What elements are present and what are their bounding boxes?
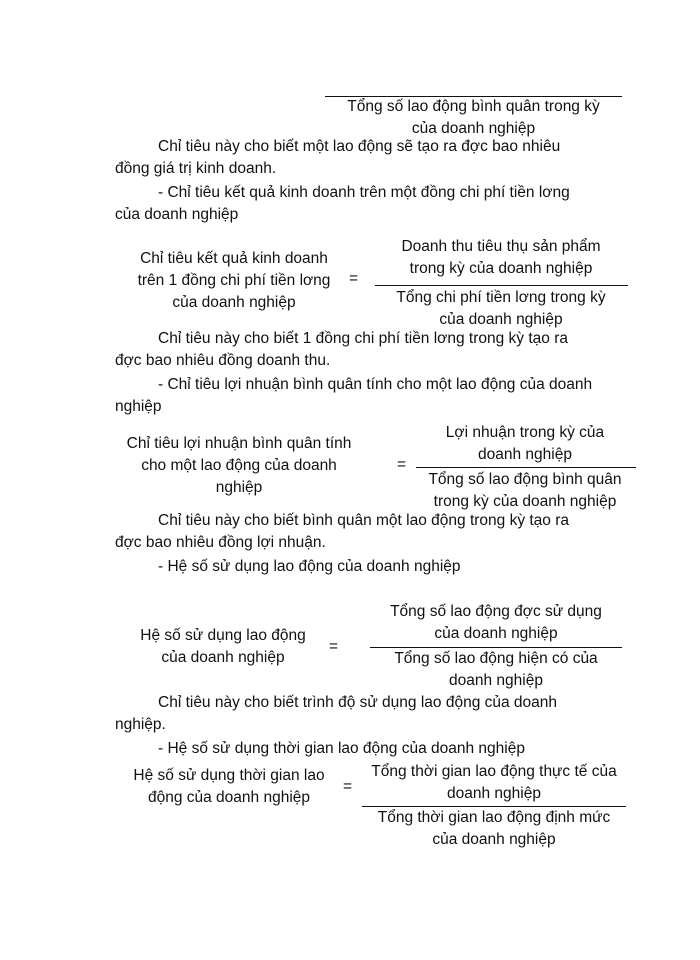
paragraph-1-line-2: đồng giá trị kinh doanh. <box>115 160 277 177</box>
lhs-line: Chỉ tiêu kết quả kinh doanh <box>140 250 328 267</box>
formula-3-lhs <box>128 625 318 669</box>
denominator-line: Tổng thời gian lao động định mức <box>377 809 611 826</box>
numerator-line: trong kỳ của doanh nghiệp <box>409 260 593 277</box>
formula-3-numerator <box>368 601 624 645</box>
formula-1-equals: = <box>349 270 359 287</box>
paragraph-3-line-1: Chỉ tiêu này cho biết bình quân một lao động trong kỳ tạo ra <box>158 512 570 529</box>
bullet-4: - Hệ số sử dụng thời gian lao động của doanh nghiệp <box>158 740 525 757</box>
denominator-line: doanh nghiệp <box>449 672 543 689</box>
formula-3-equals: = <box>329 638 339 655</box>
formula-1-denominator <box>373 287 629 331</box>
lhs-line: nghiệp <box>215 479 263 496</box>
formula-2-lhs <box>118 433 360 499</box>
denominator-line: trong kỳ của doanh nghiệp <box>433 493 617 510</box>
denominator-line: Tổng chi phí tiền lơng trong kỳ <box>396 289 606 306</box>
paragraph-4-line-1: Chỉ tiêu này cho biết trình độ sử dụng lao động của doanh <box>158 694 558 711</box>
bullet-2-line-1: - Chỉ tiêu lợi nhuận bình quân tính cho một lao động của doanh <box>158 376 593 393</box>
denominator-line: của doanh nghiệp <box>411 120 536 137</box>
paragraph-1-line-1: Chỉ tiêu này cho biết một lao động sẽ tạo ra đợc bao nhiêu <box>158 138 561 155</box>
formula-2-numerator <box>414 422 636 466</box>
formula-1-lhs <box>118 248 350 314</box>
numerator-line: Tổng số lao động đợc sử dụng <box>390 603 602 620</box>
formula-2-equals: = <box>397 456 407 473</box>
paragraph-2-line-2: đợc bao nhiêu đồng doanh thu. <box>115 352 331 369</box>
bullet-1-line-2: của doanh nghiệp <box>115 206 239 223</box>
lhs-line: cho một lao động của doanh <box>141 457 337 474</box>
numerator-line: doanh nghiệp <box>447 785 541 802</box>
formula-4-equals: = <box>343 778 353 795</box>
numerator-line: của doanh nghiệp <box>434 625 558 642</box>
lhs-line: Hệ số sử dụng lao động <box>140 627 306 644</box>
formula-4-denominator <box>358 807 630 851</box>
lhs-line: của doanh nghiệp <box>161 649 285 666</box>
bullet-1-line-1: - Chỉ tiêu kết quả kinh doanh trên một đồng chi phí tiền lơng <box>158 184 570 201</box>
fraction-bar <box>416 467 636 468</box>
denominator-line: Tổng số lao động bình quân trong kỳ <box>347 98 600 115</box>
numerator-line: Doanh thu tiêu thụ sản phẩm <box>401 238 601 255</box>
denominator-line: Tổng số lao động bình quân <box>428 471 622 488</box>
top-fraction-denominator <box>325 96 622 140</box>
numerator-line: Tổng thời gian lao động thực tế của <box>371 763 617 780</box>
bullet-2-line-2: nghiệp <box>115 398 162 415</box>
paragraph-4-line-2: nghiệp. <box>115 716 166 733</box>
formula-2-denominator <box>414 469 636 513</box>
lhs-line: động của doanh nghiệp <box>147 789 311 806</box>
lhs-line: của doanh nghiệp <box>172 294 296 311</box>
denominator-line: của doanh nghiệp <box>439 311 563 328</box>
formula-4-lhs <box>118 765 340 809</box>
formula-3-denominator <box>368 648 624 692</box>
numerator-line: doanh nghiệp <box>478 446 572 463</box>
lhs-line: Hệ số sử dụng thời gian lao <box>133 767 325 784</box>
paragraph-2-line-1: Chỉ tiêu này cho biết 1 đồng chi phí tiền lơng trong kỳ tạo ra <box>158 330 568 347</box>
lhs-line: trên 1 đồng chi phí tiền lơng <box>137 272 331 289</box>
denominator-line: của doanh nghiệp <box>432 831 556 848</box>
formula-1-numerator <box>373 236 629 280</box>
fraction-bar <box>375 285 628 286</box>
formula-4-numerator <box>358 761 630 805</box>
paragraph-3-line-2: đợc bao nhiêu đồng lợi nhuận. <box>115 534 326 551</box>
lhs-line: Chỉ tiêu lợi nhuận bình quân tính <box>126 435 352 452</box>
numerator-line: Lợi nhuận trong kỳ của <box>445 424 605 441</box>
bullet-3: - Hệ số sử dụng lao động của doanh nghiệp <box>158 558 461 575</box>
denominator-line: Tổng số lao động hiện có của <box>394 650 598 667</box>
